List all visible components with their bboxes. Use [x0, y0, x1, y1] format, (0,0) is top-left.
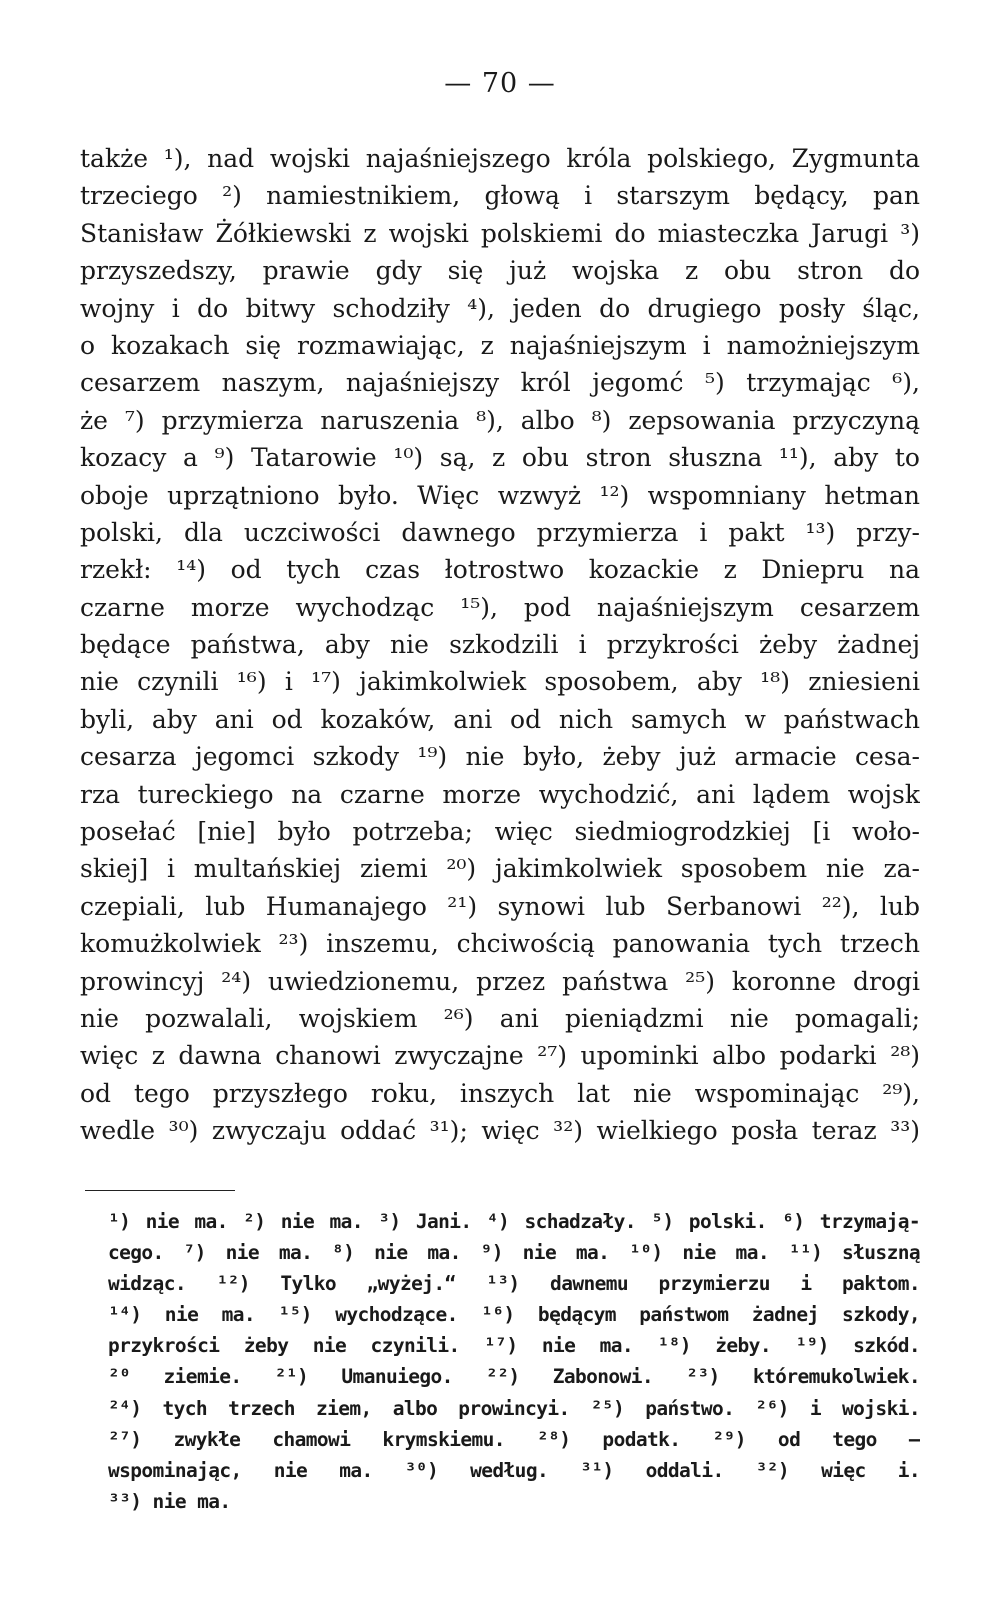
footnote-line: wspominając, nie ma. ³⁰) według. ³¹) oddali. ³²) więc i. — [108, 1458, 920, 1482]
footnotes — [108, 1206, 920, 1517]
page-number: — 70 — — [444, 68, 556, 99]
text-line: wojny i do bitwy schodziły ⁴), jeden do drugiego posły śląc, — [80, 293, 920, 323]
text-line: posełać [nie] było potrzeba; więc siedmiogrodzkiej [i woło- — [80, 817, 920, 847]
footnote-line: ¹⁴) nie ma. ¹⁵) wychodzące. ¹⁶) będącym państwom żadnej szkody, — [108, 1303, 920, 1327]
footnote-line: cego. ⁷) nie ma. ⁸) nie ma. ⁹) nie ma. ¹⁰) nie ma. ¹¹) słuszną — [108, 1241, 920, 1265]
text-line: cesarzem naszym, najaśniejszy król jegomć ⁵) trzymając ⁶), — [80, 368, 920, 398]
text-line: czarne morze wychodząc ¹⁵), pod najaśniejszym cesarzem — [80, 592, 920, 622]
footnote-line: przykrości żeby nie czynili. ¹⁷) nie ma. ¹⁸) żeby. ¹⁹) szkód. — [108, 1334, 920, 1358]
text-line: komużkolwiek ²³) inszemu, chciwością panowania tych trzech — [80, 929, 920, 959]
text-line: skiej] i multańskiej ziemi ²⁰) jakimkolwiek sposobem nie za- — [80, 854, 920, 884]
text-line: przyszedszy, prawie gdy się już wojska z obu stron do — [80, 256, 920, 286]
text-line: wedle ³⁰) zwyczaju oddać ³¹); więc ³²) wielkiego posła teraz ³³) — [80, 1116, 920, 1146]
main-text — [80, 140, 920, 1150]
footnote-line: ²⁷) zwykłe chamowi krymskiemu. ²⁸) podatk. ²⁹) od tego — — [108, 1427, 920, 1451]
text-line: byli, aby ani od kozaków, ani od nich samych w państwach — [80, 704, 920, 734]
text-line: prowincyj ²⁴) uwiedzionemu, przez państwa ²⁵) koronne drogi — [80, 966, 920, 996]
footnote-line: widząc. ¹²) Tylko „wyżej.“ ¹³) dawnemu przymierzu i paktom. — [108, 1272, 920, 1296]
footnote-line: ²⁰ ziemie. ²¹) Umanuiego. ²²) Zabonowi. ²³) któremukolwiek. — [108, 1365, 920, 1389]
text-line: nie pozwalali, wojskiem ²⁶) ani pieniądzmi nie pomagali; — [80, 1003, 920, 1033]
text-line: więc z dawna chanowi zwyczajne ²⁷) upominki albo podarki ²⁸) — [80, 1041, 920, 1071]
text-line: polski, dla uczciwości dawnego przymierza i pakt ¹³) przy- — [80, 517, 920, 547]
text-line: będące państwa, aby nie szkodzili i przykrości żeby żadnej — [80, 630, 920, 660]
text-line: także ¹), nad wojski najaśniejszego króla polskiego, Zygmunta — [80, 144, 920, 173]
text-line: Stanisław Żółkiewski z wojski polskiemi do miasteczka Jarugi ³) — [80, 218, 920, 248]
text-line: kozacy a ⁹) Tatarowie ¹⁰) są, z obu stron słuszna ¹¹), aby to — [80, 443, 920, 473]
text-line: o kozakach się rozmawiając, z najaśniejszym i namożniejszym — [80, 330, 920, 360]
text-line: czepiali, lub Humanajego ²¹) synowi lub Serbanowi ²²), lub — [80, 891, 920, 921]
text-line: że ⁷) przymierza naruszenia ⁸), albo ⁸) zepsowania przyczyną — [80, 405, 920, 435]
text-line: od tego przyszłego roku, inszych lat nie wspominając ²⁹), — [80, 1078, 920, 1108]
footnote-line: ²⁴) tych trzech ziem, albo prowincyi. ²⁵) państwo. ²⁶) i wojski. — [108, 1396, 920, 1420]
footnote-line: ³³) nie ma. — [108, 1489, 231, 1513]
text-line: cesarza jegomci szkody ¹⁹) nie było, żeby już armacie cesa- — [80, 742, 920, 772]
text-line: oboje uprzątniono było. Więc wzwyż ¹²) wspomniany hetman — [80, 480, 920, 510]
text-line: trzeciego ²) namiestnikiem, głową i starszym będący, pan — [80, 181, 920, 211]
footnote-divider — [85, 1190, 235, 1191]
footnote-line: ¹) nie ma. ²) nie ma. ³) Jani. ⁴) schadzały. ⁵) polski. ⁶) trzymają- — [108, 1210, 920, 1233]
text-line: rzekł: ¹⁴) od tych czas łotrostwo kozackie z Dniepru na — [80, 555, 920, 585]
text-line: rza tureckiego na czarne morze wychodzić, ani lądem wojsk — [80, 779, 920, 809]
text-line: nie czynili ¹⁶) i ¹⁷) jakimkolwiek sposobem, aby ¹⁸) zniesieni — [80, 667, 920, 697]
